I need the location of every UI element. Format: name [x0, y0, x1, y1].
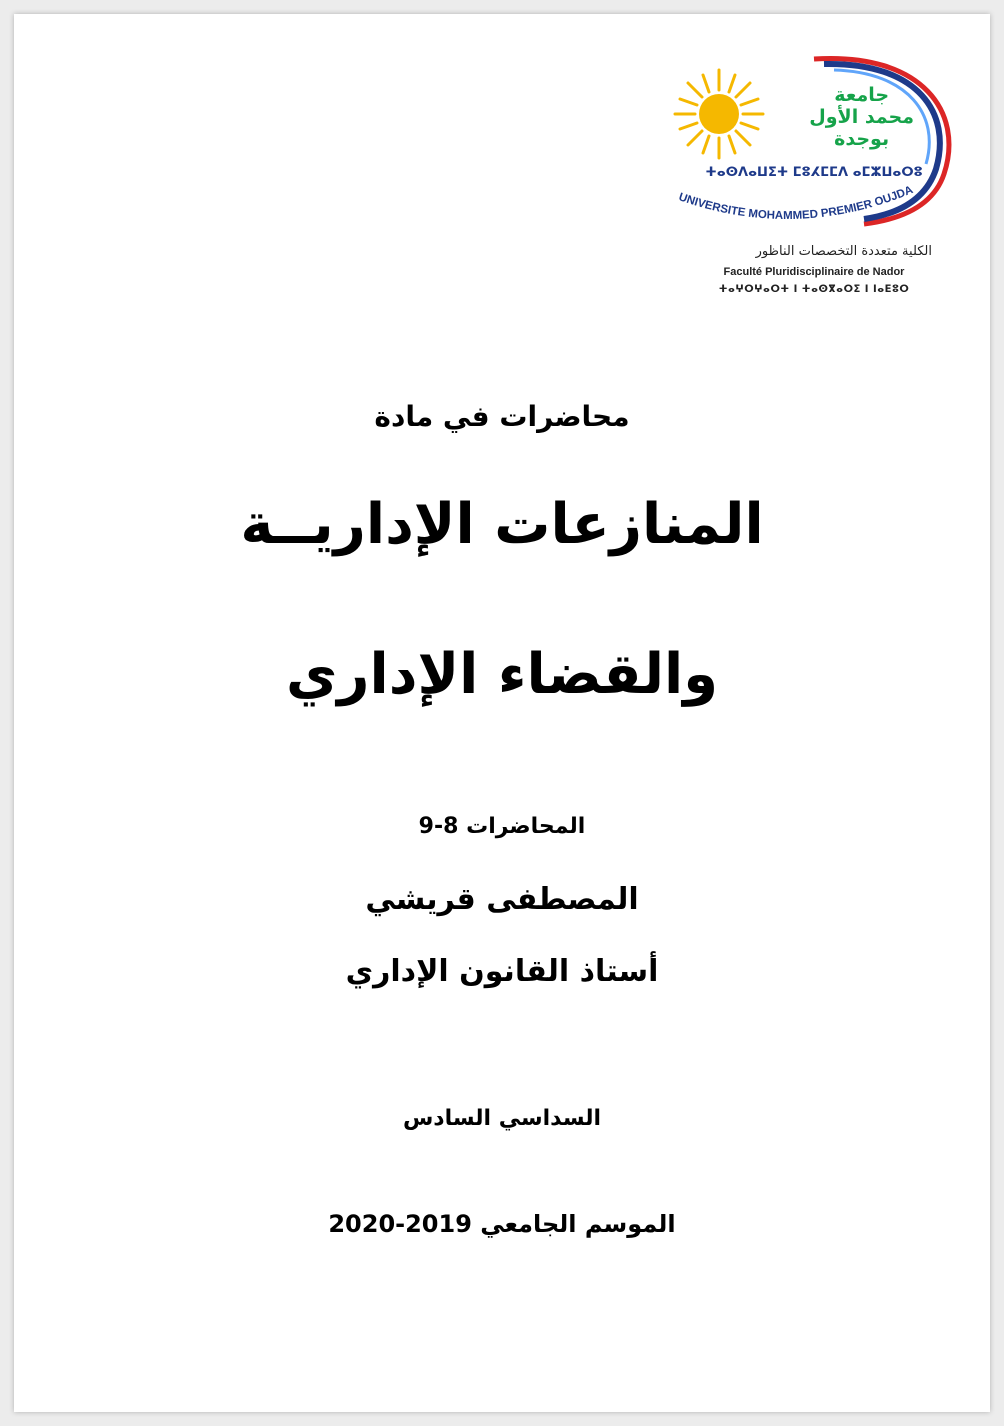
- semester: السداسي السادس: [402, 1106, 602, 1131]
- document-page: [14, 14, 990, 1412]
- course-title-line2: والقضاء الإداري: [285, 642, 719, 707]
- university-logo: [664, 44, 974, 304]
- logo-university-arabic: جامعة محمد الأول بوجدة: [809, 84, 914, 150]
- logo-tifinagh-text: ⵜⴰⵙⴷⴰⵡⵉⵜ ⵎⵓⵃⵎⵎⴷ ⴰⵎⵣⵡⴰⵔⵓ: [705, 165, 923, 180]
- course-title-line1: المنازعات الإداريــة: [240, 492, 764, 557]
- faculty-name-arabic: الكلية متعددة التخصصات الناظور: [755, 244, 932, 259]
- faculty-name-french: Faculté Pluridisciplinaire de Nador: [723, 266, 905, 278]
- faculty-name-tifinagh: ⵜⴰⵖⵔⵖⴰⵔⵜ ⵏ ⵜⴰⵙⴳⴰⵔⵉ ⵏ ⵏⴰⴹⵓⵔ: [718, 284, 910, 295]
- author-name: المصطفى قريشي: [365, 882, 639, 917]
- lectures-number: المحاضرات 8-9: [418, 814, 586, 839]
- academic-year: الموسم الجامعي 2019-2020: [328, 1210, 676, 1238]
- course-subtitle: محاضرات في مادة: [374, 400, 630, 433]
- logo-french-text: UNIVERSITE MOHAMMED PREMIER OUJDA: [676, 184, 915, 223]
- author-position: أستاذ القانون الإداري: [345, 954, 659, 989]
